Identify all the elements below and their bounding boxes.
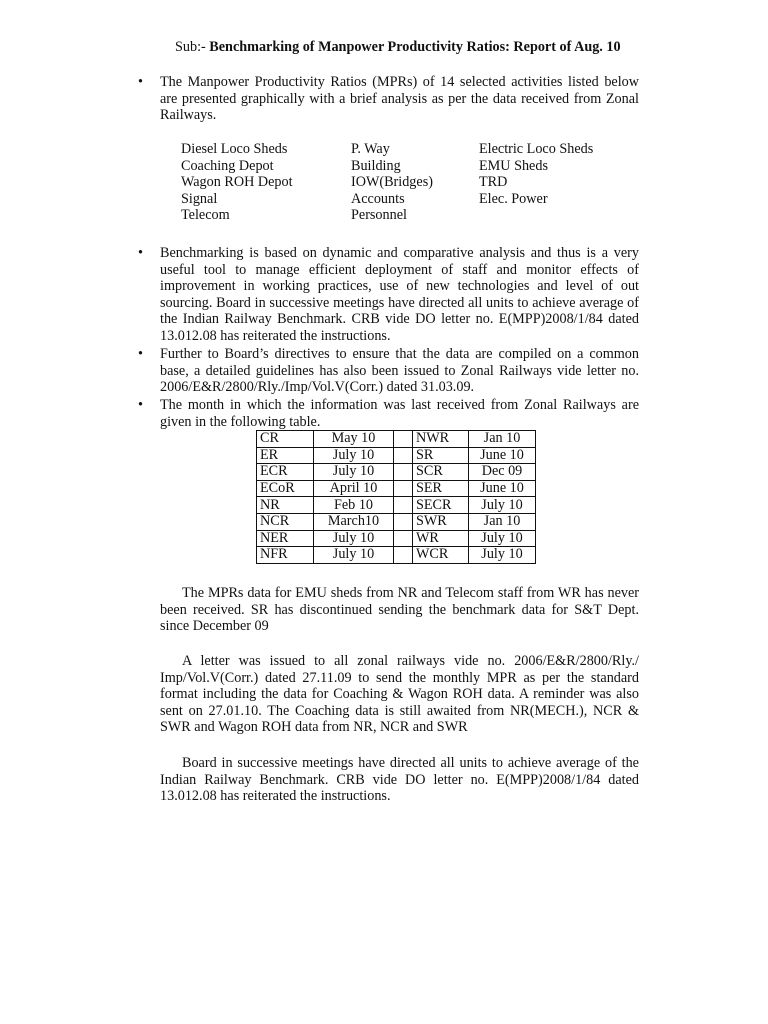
activity-item: Accounts bbox=[351, 190, 405, 207]
activity-item: Wagon ROH Depot bbox=[181, 174, 293, 191]
zone-cell: NWR bbox=[413, 431, 469, 448]
activity-item: Elec. Power bbox=[479, 190, 548, 207]
zone-cell: SWR bbox=[413, 513, 469, 530]
bullet-mpr-intro: • The Manpower Productivity Ratios (MPRs) of 14 selected activities listed below are presented graphically with a brief analysis as per the data received from Zonal Railways. bbox=[160, 74, 639, 124]
activity-item: P. Way bbox=[351, 141, 390, 157]
zone-cell: NCR bbox=[257, 513, 314, 530]
activities-row bbox=[181, 174, 641, 191]
activities-list bbox=[181, 141, 641, 224]
activity-item: Diesel Loco Sheds bbox=[181, 141, 288, 157]
zone-cell: WCR bbox=[413, 547, 469, 564]
activities-row bbox=[181, 191, 641, 208]
table-row bbox=[257, 547, 536, 564]
zone-cell: SECR bbox=[413, 497, 469, 514]
month-cell: June 10 bbox=[469, 480, 536, 497]
bullet-guidelines: • Further to Board’s directives to ensure that the data are compiled on a common base, a detailed guidelines has also been issued to Zonal Railways vide letter no. 2006/E&R/2800/Rly./Imp/Vol.V(Corr.) dated 31.03.09. bbox=[160, 346, 639, 396]
zone-cell: NFR bbox=[257, 547, 314, 564]
activity-item: EMU Sheds bbox=[479, 157, 548, 174]
table-row bbox=[257, 530, 536, 547]
month-cell: July 10 bbox=[469, 497, 536, 514]
activity-item bbox=[479, 207, 641, 224]
table-gap bbox=[394, 464, 413, 481]
zones-table bbox=[256, 430, 536, 564]
zone-cell: SCR bbox=[413, 464, 469, 481]
month-cell: July 10 bbox=[314, 464, 394, 481]
table-row bbox=[257, 497, 536, 514]
month-cell: July 10 bbox=[314, 547, 394, 564]
table-gap bbox=[394, 547, 413, 564]
table-gap bbox=[394, 480, 413, 497]
zone-cell: ECoR bbox=[257, 480, 314, 497]
activities-row bbox=[181, 207, 641, 224]
zone-cell: SER bbox=[413, 480, 469, 497]
table-row bbox=[257, 447, 536, 464]
zone-cell: NER bbox=[257, 530, 314, 547]
month-cell: July 10 bbox=[314, 447, 394, 464]
table-row bbox=[257, 431, 536, 448]
activity-item: TRD bbox=[479, 174, 508, 191]
zone-cell: WR bbox=[413, 530, 469, 547]
month-cell: July 10 bbox=[469, 547, 536, 564]
activities-row bbox=[181, 158, 641, 175]
activity-item: Signal bbox=[181, 190, 218, 207]
paragraph-missing-data: The MPRs data for EMU sheds from NR and Telecom staff from WR has never been received. SR has discontinued sending the benchmark data for S&T Dept. since December 09 bbox=[160, 585, 639, 635]
month-cell: Feb 10 bbox=[314, 497, 394, 514]
zone-cell: CR bbox=[257, 431, 314, 448]
month-cell: July 10 bbox=[314, 530, 394, 547]
activity-item: IOW(Bridges) bbox=[351, 174, 433, 191]
subject-line bbox=[175, 39, 735, 56]
activity-item: Building bbox=[351, 157, 401, 174]
zone-cell: NR bbox=[257, 497, 314, 514]
month-cell: April 10 bbox=[314, 480, 394, 497]
month-cell: Jan 10 bbox=[469, 513, 536, 530]
zone-cell: ECR bbox=[257, 464, 314, 481]
paragraph-letter-issued: A letter was issued to all zonal railways vide no. 2006/E&R/2800/Rly./ Imp/Vol.V(Corr.) dated 27.11.09 to send the monthly MPR as per the standard format including the data for Coaching & Wagon ROH data. A reminder was also sent on 27.01.10. The Coaching data is still awaited from NR(MECH.), NCR & SWR and Wagon ROH data from NR, NCR and SWR bbox=[160, 653, 639, 736]
table-gap bbox=[394, 513, 413, 530]
table-gap bbox=[394, 447, 413, 464]
activity-item: Personnel bbox=[351, 207, 407, 224]
zone-cell: ER bbox=[257, 447, 314, 464]
month-cell: March10 bbox=[314, 513, 394, 530]
table-gap bbox=[394, 530, 413, 547]
month-cell: Dec 09 bbox=[469, 464, 536, 481]
subject-prefix: Sub:- bbox=[175, 39, 210, 55]
table-row bbox=[257, 464, 536, 481]
table-gap bbox=[394, 431, 413, 448]
bullet-benchmarking: • Benchmarking is based on dynamic and comparative analysis and thus is a very useful tool to manage efficient deployment of staff and monitor effects of improvement in working practices, use of new technologies and level of out sourcing. Board in successive meetings have directed all units to achieve average of the Indian Railway Benchmark. CRB vide DO letter no. E(MPP)2008/1/84 dated 13.012.08 has reiterated the instructions. bbox=[160, 245, 639, 345]
paragraph-board-directive: Board in successive meetings have directed all units to achieve average of the Indian Railway Benchmark. CRB vide DO letter no. E(MPP)2008/1/84 dated 13.012.08 has reiterated the instructions. bbox=[160, 755, 639, 805]
table-gap bbox=[394, 497, 413, 514]
bullet-month-info: • The month in which the information was last received from Zonal Railways are given in the following table. bbox=[160, 397, 639, 430]
activities-row bbox=[181, 141, 641, 158]
subject-title: Benchmarking of Manpower Productivity Ratios: Report of Aug. 10 bbox=[209, 39, 621, 55]
activity-item: Electric Loco Sheds bbox=[479, 141, 594, 157]
month-cell: July 10 bbox=[469, 530, 536, 547]
activity-item: Coaching Depot bbox=[181, 157, 274, 174]
activity-item: Telecom bbox=[181, 207, 230, 224]
month-cell: Jan 10 bbox=[469, 431, 536, 448]
month-cell: June 10 bbox=[469, 447, 536, 464]
table-row bbox=[257, 513, 536, 530]
month-cell: May 10 bbox=[314, 431, 394, 448]
table-row bbox=[257, 480, 536, 497]
zone-cell: SR bbox=[413, 447, 469, 464]
